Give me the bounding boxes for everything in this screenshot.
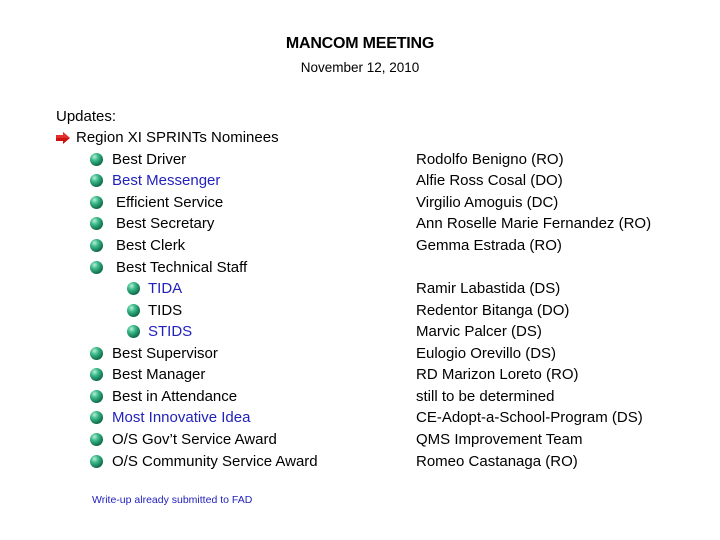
award-category: Best Messenger	[112, 172, 221, 189]
page-title: MANCOM MEETING	[285, 35, 435, 52]
green-ball-bullet-icon	[127, 304, 140, 317]
award-category: Best Technical Staff	[116, 259, 248, 276]
nominee-name: Ramir Labastida (DS)	[416, 280, 561, 297]
award-category: Best Clerk	[116, 237, 186, 254]
award-category: Best Manager	[112, 366, 206, 383]
green-ball-bullet-icon	[90, 196, 103, 209]
nominee-name: Virgilio Amoguis (DC)	[416, 194, 559, 211]
award-category: STIDS	[148, 323, 193, 340]
green-ball-bullet-icon	[90, 390, 103, 403]
nominee-name: Marvic Palcer (DS)	[416, 323, 542, 340]
red-arrow-icon	[56, 132, 70, 144]
green-ball-bullet-icon	[90, 217, 103, 230]
award-category: Best Secretary	[116, 215, 215, 232]
green-ball-bullet-icon	[90, 347, 103, 360]
updates-label: Updates:	[56, 108, 117, 125]
award-category: Best in Attendance	[112, 388, 238, 405]
nominee-name: Rodolfo Benigno (RO)	[416, 151, 564, 168]
nominee-name: Eulogio Orevillo (DS)	[416, 345, 557, 362]
award-category: Efficient Service	[116, 194, 224, 211]
footer-note: Write-up already submitted to FAD	[92, 494, 253, 506]
green-ball-bullet-icon	[90, 239, 103, 252]
green-ball-bullet-icon	[127, 282, 140, 295]
nominee-name: Alfie Ross Cosal (DO)	[416, 172, 563, 189]
nominee-name: Romeo Castanaga (RO)	[416, 453, 578, 470]
green-ball-bullet-icon	[90, 261, 103, 274]
award-category: Best Supervisor	[112, 345, 218, 362]
green-ball-bullet-icon	[90, 433, 103, 446]
green-ball-bullet-icon	[90, 411, 103, 424]
nominee-name: still to be determined	[416, 388, 555, 405]
green-ball-bullet-icon	[90, 368, 103, 381]
green-ball-bullet-icon	[90, 455, 103, 468]
award-category: Best Driver	[112, 151, 187, 168]
green-ball-bullet-icon	[90, 174, 103, 187]
award-category: Most Innovative Idea	[112, 409, 251, 426]
section-heading: Region XI SPRINTs Nominees	[76, 129, 279, 146]
award-category: O/S Gov’t Service Award	[112, 431, 277, 448]
nominee-name: QMS Improvement Team	[416, 431, 583, 448]
meeting-date: November 12, 2010	[300, 60, 420, 75]
award-category: TIDS	[148, 302, 183, 319]
nominee-name: Ann Roselle Marie Fernandez (RO)	[416, 215, 652, 232]
nominee-name: Redentor Bitanga (DO)	[416, 302, 570, 319]
nominee-name: RD Marizon Loreto (RO)	[416, 366, 579, 383]
nominee-name: Gemma Estrada (RO)	[416, 237, 562, 254]
award-category: TIDA	[148, 280, 183, 297]
award-category: O/S Community Service Award	[112, 453, 318, 470]
green-ball-bullet-icon	[127, 325, 140, 338]
nominee-name: CE-Adopt-a-School-Program (DS)	[416, 409, 643, 426]
green-ball-bullet-icon	[90, 153, 103, 166]
